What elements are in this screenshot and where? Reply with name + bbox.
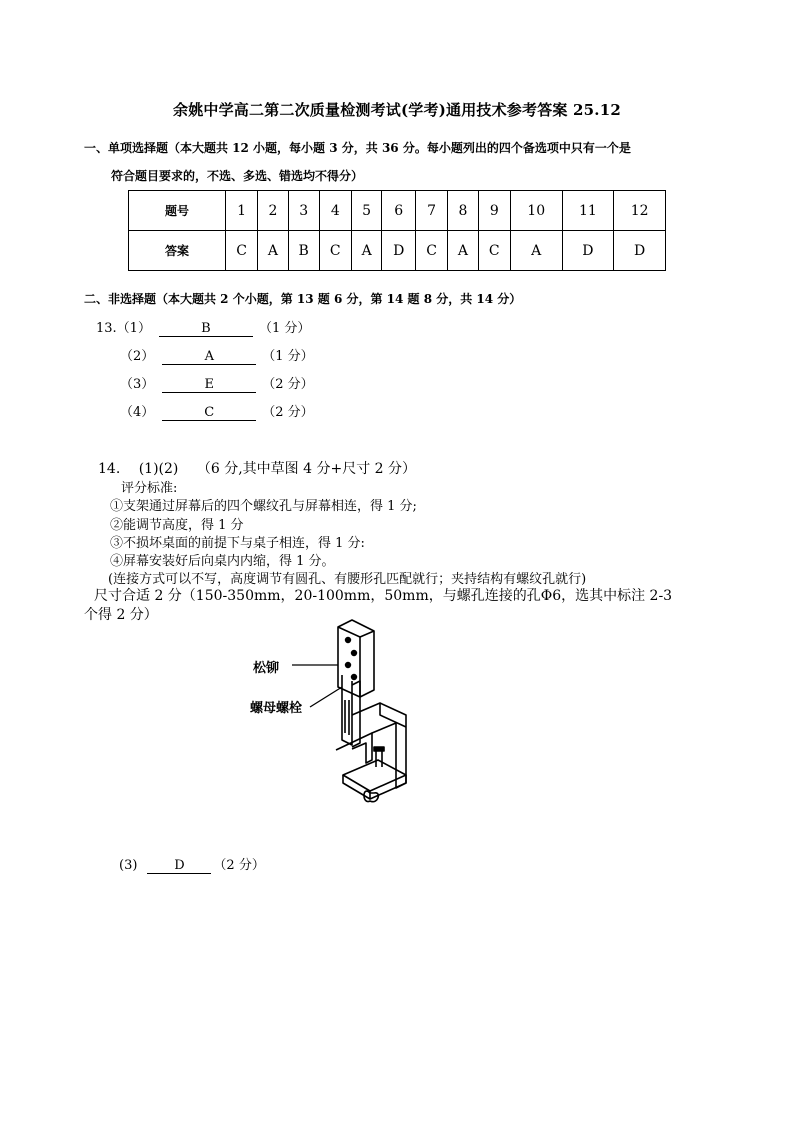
page-title: 余姚中学高二第二次质量检测考试(学考)通用技术参考答案 25.12 bbox=[173, 101, 621, 119]
table-cell: 6 bbox=[382, 191, 416, 231]
q13-score: （2 分） bbox=[262, 405, 314, 420]
q13-item-2 bbox=[120, 345, 314, 365]
section1-heading-line2: 符合题目要求的，不选、多选、错选均不得分） bbox=[111, 169, 364, 183]
table-cell: D bbox=[562, 231, 614, 271]
sketch-label-rivet: 松铆 bbox=[253, 661, 280, 676]
criteria-item-1: ①支架通过屏幕后的四个螺纹孔与屏幕相连，得 1 分; bbox=[110, 499, 417, 514]
table-cell: 7 bbox=[415, 191, 447, 231]
q13-prefix: （2） bbox=[120, 349, 155, 364]
table-cell: C bbox=[319, 231, 351, 271]
table-cell: D bbox=[382, 231, 416, 271]
table-cell: D bbox=[614, 231, 666, 271]
table-cell: 4 bbox=[319, 191, 351, 231]
q14-part3-answer-blank: D bbox=[147, 858, 211, 874]
table-cell: 5 bbox=[351, 191, 382, 231]
criteria-remark: (连接方式可以不写，高度调节有圆孔、有腰形孔匹配就行；夹持结构有螺纹孔就行) bbox=[108, 572, 587, 587]
table-cell: C bbox=[226, 231, 258, 271]
size-requirement-line2: 个得 2 分） bbox=[84, 607, 158, 623]
q13-answer-blank: E bbox=[162, 377, 256, 393]
table-cell: A bbox=[351, 231, 382, 271]
q14-number: 14. bbox=[98, 461, 121, 477]
table-cell: 9 bbox=[478, 191, 510, 231]
table-cell: 1 bbox=[226, 191, 258, 231]
criteria-item-3: ③不损坏桌面的前提下与桌子相连，得 1 分: bbox=[110, 536, 365, 551]
q13-score: （1 分） bbox=[258, 321, 311, 336]
answer-table bbox=[128, 190, 666, 271]
q13-prefix: （3） bbox=[120, 377, 155, 392]
table-cell: 3 bbox=[288, 191, 319, 231]
table-header-answer: 答案 bbox=[129, 231, 226, 271]
criteria-title: 评分标准: bbox=[121, 481, 178, 496]
q13-answer-blank: C bbox=[162, 405, 256, 421]
table-cell: C bbox=[415, 231, 447, 271]
q14-part3-prefix: (3) bbox=[119, 858, 138, 873]
table-cell: A bbox=[448, 231, 479, 271]
criteria-item-4: ④屏幕安装好后向桌内内缩，得 1 分。 bbox=[110, 554, 335, 569]
table-cell: 10 bbox=[510, 191, 562, 231]
bracket-sketch bbox=[248, 615, 438, 805]
table-cell: B bbox=[288, 231, 319, 271]
criteria-item-2: ②能调节高度，得 1 分 bbox=[110, 518, 244, 533]
table-cell: C bbox=[478, 231, 510, 271]
q13-score: （2 分） bbox=[262, 377, 314, 392]
q13-item-3 bbox=[120, 373, 314, 393]
q13-answer-blank: B bbox=[159, 321, 253, 337]
table-cell: A bbox=[510, 231, 562, 271]
q13-item-1 bbox=[96, 317, 310, 337]
table-header-number: 题号 bbox=[129, 191, 226, 231]
table-cell: 11 bbox=[562, 191, 614, 231]
q14-part3-score: （2 分） bbox=[213, 858, 265, 873]
q13-answer-blank: A bbox=[162, 349, 256, 365]
size-requirement-line1: 尺寸合适 2 分（150-350mm，20-100mm，50mm，与螺孔连接的孔Φ6，选其中标注 2-3 bbox=[94, 588, 673, 604]
q13-item-4 bbox=[120, 401, 314, 421]
sketch-label-bolt: 螺母螺栓 bbox=[250, 701, 303, 716]
table-row-answers bbox=[129, 231, 666, 271]
q13-prefix: 13.（1） bbox=[96, 321, 151, 336]
section2-heading: 二、非选择题（本大题共 2 个小题，第 13 题 6 分，第 14 题 8 分，共 14 分） bbox=[84, 292, 522, 306]
table-row-numbers bbox=[129, 191, 666, 231]
q13-score: （1 分） bbox=[262, 349, 314, 364]
table-cell: 2 bbox=[258, 191, 289, 231]
q14-heading bbox=[98, 458, 416, 478]
q14-score: （6 分,其中草图 4 分+尺寸 2 分） bbox=[196, 461, 416, 477]
q14-part3 bbox=[119, 854, 265, 874]
table-cell: 12 bbox=[614, 191, 666, 231]
section1-heading-line1: 一、单项选择题（本大题共 12 小题，每小题 3 分，共 36 分。每小题列出的四个备选项中只有一个是 bbox=[84, 141, 631, 155]
table-cell: 8 bbox=[448, 191, 479, 231]
q13-prefix: （4） bbox=[120, 405, 155, 420]
table-cell: A bbox=[258, 231, 289, 271]
q14-parts: (1)(2) bbox=[138, 461, 179, 477]
